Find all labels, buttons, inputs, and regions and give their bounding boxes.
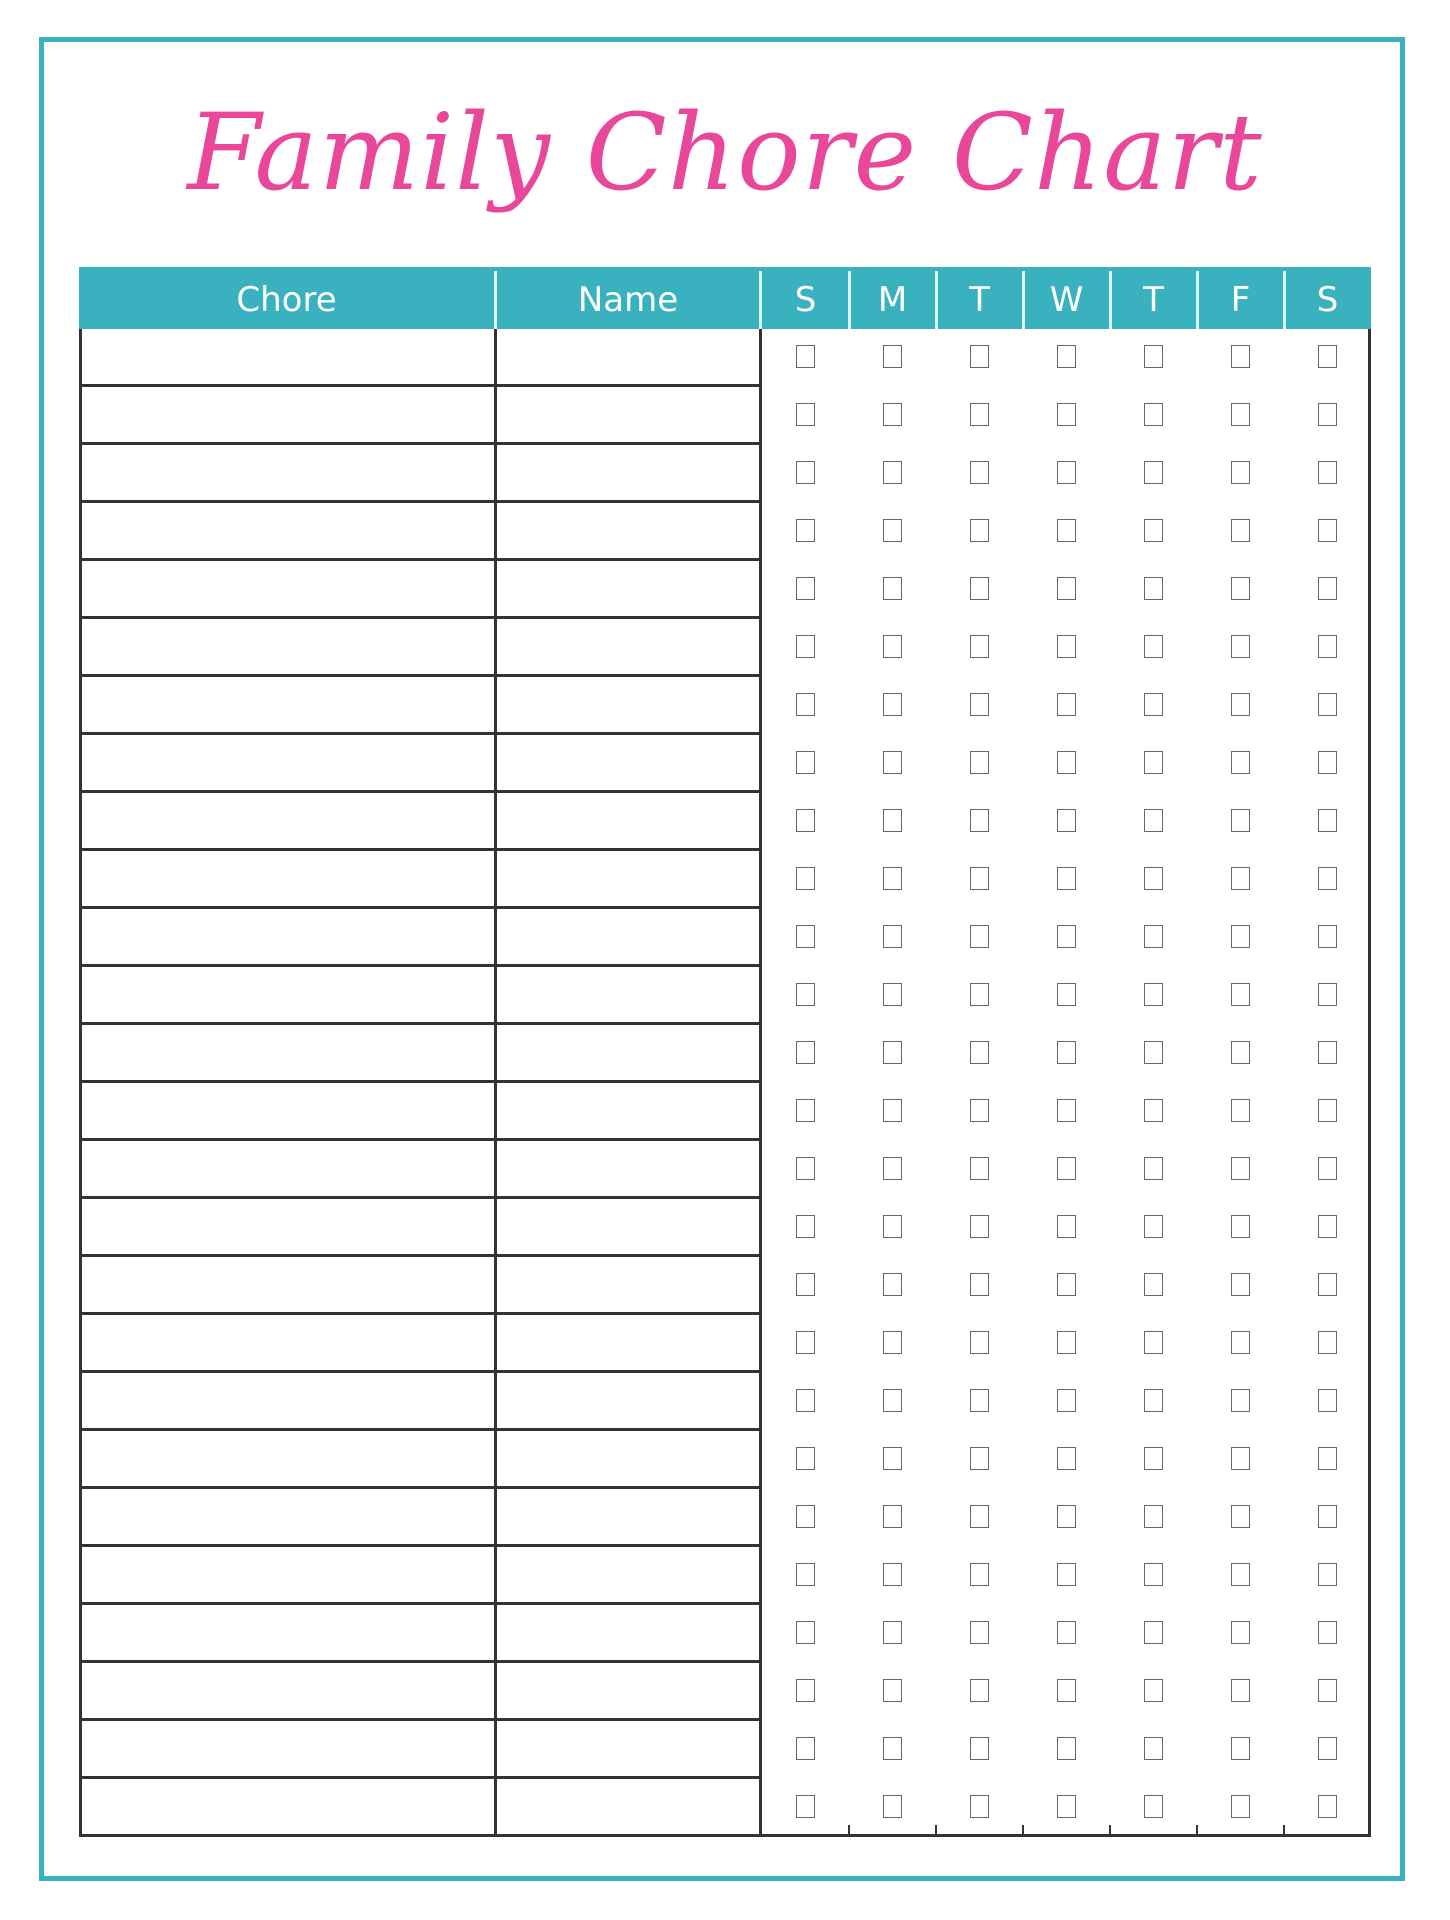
day-checkbox[interactable]: [970, 345, 989, 368]
column-header-day: W: [1049, 280, 1084, 320]
table-body: [79, 329, 1371, 1837]
day-checkbox[interactable]: [1057, 809, 1076, 832]
day-checkbox[interactable]: [1057, 1041, 1076, 1064]
day-checkbox[interactable]: [796, 751, 815, 774]
day-checkbox[interactable]: [1231, 1447, 1250, 1470]
row-divider: [79, 1776, 762, 1779]
day-checkbox[interactable]: [796, 1737, 815, 1760]
row-divider: [79, 1660, 762, 1663]
day-checkbox[interactable]: [883, 1737, 902, 1760]
day-checkbox[interactable]: [883, 1389, 902, 1412]
day-checkbox[interactable]: [970, 1505, 989, 1528]
day-checkbox[interactable]: [1231, 751, 1250, 774]
day-checkbox[interactable]: [1144, 1157, 1163, 1180]
day-checkbox[interactable]: [1318, 345, 1337, 368]
day-checkbox[interactable]: [796, 1157, 815, 1180]
day-checkbox[interactable]: [1231, 1389, 1250, 1412]
day-checkbox[interactable]: [796, 519, 815, 542]
day-checkbox[interactable]: [883, 519, 902, 542]
day-checkbox[interactable]: [1144, 461, 1163, 484]
day-checkbox[interactable]: [796, 635, 815, 658]
day-checkbox[interactable]: [1231, 867, 1250, 890]
day-checkbox[interactable]: [1318, 1331, 1337, 1354]
day-checkbox[interactable]: [1231, 925, 1250, 948]
day-checkbox[interactable]: [1057, 925, 1076, 948]
column-header-day: F: [1230, 280, 1251, 320]
row-divider: [79, 384, 762, 387]
day-checkbox[interactable]: [883, 1679, 902, 1702]
column-tick: [1109, 1825, 1111, 1835]
day-checkbox[interactable]: [1057, 867, 1076, 890]
column-header-day: S: [1316, 280, 1339, 320]
day-checkbox[interactable]: [1144, 519, 1163, 542]
day-checkbox[interactable]: [1231, 519, 1250, 542]
day-checkbox[interactable]: [970, 635, 989, 658]
row-divider: [79, 1544, 762, 1547]
row-divider: [79, 1080, 762, 1083]
day-checkbox[interactable]: [1318, 1389, 1337, 1412]
day-checkbox[interactable]: [970, 461, 989, 484]
column-divider: [494, 329, 497, 1837]
day-checkbox[interactable]: [1057, 461, 1076, 484]
day-checkbox[interactable]: [970, 867, 989, 890]
day-checkbox[interactable]: [883, 1505, 902, 1528]
day-checkbox[interactable]: [970, 1389, 989, 1412]
day-checkbox[interactable]: [883, 1157, 902, 1180]
row-divider: [79, 1138, 762, 1141]
day-checkbox[interactable]: [970, 925, 989, 948]
day-checkbox[interactable]: [1057, 1273, 1076, 1296]
day-checkbox[interactable]: [1144, 925, 1163, 948]
day-checkbox[interactable]: [970, 577, 989, 600]
day-checkbox[interactable]: [1231, 1157, 1250, 1180]
day-checkbox[interactable]: [1057, 1157, 1076, 1180]
day-checkbox[interactable]: [1057, 1331, 1076, 1354]
day-checkbox[interactable]: [970, 1157, 989, 1180]
day-checkbox[interactable]: [970, 1679, 989, 1702]
day-checkbox[interactable]: [796, 1215, 815, 1238]
day-checkbox[interactable]: [1318, 809, 1337, 832]
day-checkbox[interactable]: [1144, 403, 1163, 426]
row-divider: [79, 1486, 762, 1489]
column-header-day: T: [1143, 280, 1164, 320]
day-checkbox[interactable]: [1057, 345, 1076, 368]
day-checkbox[interactable]: [1318, 693, 1337, 716]
row-divider: [79, 1428, 762, 1431]
day-checkbox[interactable]: [1231, 1273, 1250, 1296]
day-checkbox[interactable]: [970, 1273, 989, 1296]
day-checkbox[interactable]: [883, 1215, 902, 1238]
day-checkbox[interactable]: [796, 1795, 815, 1818]
day-checkbox[interactable]: [1318, 1273, 1337, 1296]
day-checkbox[interactable]: [796, 1505, 815, 1528]
day-checkbox[interactable]: [796, 1099, 815, 1122]
day-checkbox[interactable]: [1144, 1389, 1163, 1412]
day-checkbox[interactable]: [1231, 1505, 1250, 1528]
day-checkbox[interactable]: [1144, 1505, 1163, 1528]
day-checkbox[interactable]: [1057, 1679, 1076, 1702]
day-checkbox[interactable]: [970, 1041, 989, 1064]
day-checkbox[interactable]: [1231, 1737, 1250, 1760]
day-checkbox[interactable]: [1144, 983, 1163, 1006]
day-checkbox[interactable]: [1231, 983, 1250, 1006]
day-checkbox[interactable]: [1231, 635, 1250, 658]
day-checkbox[interactable]: [796, 461, 815, 484]
day-checkbox[interactable]: [796, 1331, 815, 1354]
day-checkbox[interactable]: [970, 1563, 989, 1586]
day-checkbox[interactable]: [970, 1737, 989, 1760]
table-border-right: [1368, 329, 1371, 1837]
day-checkbox[interactable]: [1144, 751, 1163, 774]
day-checkbox[interactable]: [1231, 1795, 1250, 1818]
column-header-day: T: [969, 280, 990, 320]
day-checkbox[interactable]: [883, 345, 902, 368]
day-checkbox[interactable]: [883, 1447, 902, 1470]
day-checkbox[interactable]: [796, 345, 815, 368]
day-checkbox[interactable]: [1144, 1737, 1163, 1760]
table-border-bottom: [79, 1834, 1371, 1837]
day-checkbox[interactable]: [1231, 345, 1250, 368]
day-checkbox[interactable]: [1231, 403, 1250, 426]
day-checkbox[interactable]: [1318, 1563, 1337, 1586]
column-tick: [1022, 1825, 1024, 1835]
day-checkbox[interactable]: [1057, 1737, 1076, 1760]
day-checkbox[interactable]: [1318, 1505, 1337, 1528]
day-checkbox[interactable]: [1231, 1563, 1250, 1586]
day-checkbox[interactable]: [970, 983, 989, 1006]
day-checkbox[interactable]: [883, 1099, 902, 1122]
day-checkbox[interactable]: [883, 635, 902, 658]
day-checkbox[interactable]: [796, 1679, 815, 1702]
day-checkbox[interactable]: [1318, 1447, 1337, 1470]
day-checkbox[interactable]: [1318, 1157, 1337, 1180]
day-checkbox[interactable]: [970, 1215, 989, 1238]
day-checkbox[interactable]: [1318, 1215, 1337, 1238]
day-checkbox[interactable]: [883, 403, 902, 426]
row-divider: [79, 732, 762, 735]
day-checkbox[interactable]: [1318, 1041, 1337, 1064]
day-checkbox[interactable]: [1318, 403, 1337, 426]
row-divider: [79, 1718, 762, 1721]
row-divider: [79, 1312, 762, 1315]
column-header-day: S: [794, 280, 817, 320]
day-checkbox[interactable]: [796, 1273, 815, 1296]
day-checkbox[interactable]: [1144, 1215, 1163, 1238]
day-checkbox[interactable]: [1057, 1795, 1076, 1818]
day-checkbox[interactable]: [1057, 577, 1076, 600]
column-header-day: M: [877, 280, 908, 320]
day-checkbox[interactable]: [1057, 1389, 1076, 1412]
row-divider: [79, 906, 762, 909]
day-checkbox[interactable]: [1144, 1563, 1163, 1586]
day-checkbox[interactable]: [1144, 1099, 1163, 1122]
chore-table: [79, 267, 1371, 1837]
day-checkbox[interactable]: [970, 403, 989, 426]
day-checkbox[interactable]: [1057, 751, 1076, 774]
column-tick: [1196, 1825, 1198, 1835]
column-divider: [759, 329, 762, 1837]
row-divider: [79, 1602, 762, 1605]
day-checkbox[interactable]: [796, 693, 815, 716]
column-tick: [1283, 1825, 1285, 1835]
day-checkbox[interactable]: [1057, 1621, 1076, 1644]
day-checkbox[interactable]: [1144, 693, 1163, 716]
day-checkbox[interactable]: [970, 1447, 989, 1470]
day-checkbox[interactable]: [796, 1447, 815, 1470]
day-checkbox[interactable]: [1231, 1331, 1250, 1354]
column-tick: [935, 1825, 937, 1835]
day-checkbox[interactable]: [1057, 983, 1076, 1006]
day-checkbox[interactable]: [883, 1563, 902, 1586]
day-checkbox[interactable]: [883, 983, 902, 1006]
row-divider: [79, 616, 762, 619]
day-checkbox[interactable]: [1144, 1679, 1163, 1702]
day-checkbox[interactable]: [1144, 809, 1163, 832]
day-checkbox[interactable]: [1144, 1041, 1163, 1064]
day-checkbox[interactable]: [796, 1563, 815, 1586]
day-checkbox[interactable]: [1057, 1563, 1076, 1586]
day-checkbox[interactable]: [1144, 1331, 1163, 1354]
column-tick: [848, 1825, 850, 1835]
table-header: [79, 267, 1371, 329]
day-checkbox[interactable]: [1231, 1215, 1250, 1238]
column-header-name: Name: [577, 280, 679, 320]
day-checkbox[interactable]: [1144, 867, 1163, 890]
day-checkbox[interactable]: [796, 1389, 815, 1412]
day-checkbox[interactable]: [1057, 1099, 1076, 1122]
row-divider: [79, 790, 762, 793]
day-checkbox[interactable]: [1318, 461, 1337, 484]
row-divider: [79, 1254, 762, 1257]
day-checkbox[interactable]: [1318, 1795, 1337, 1818]
day-checkbox[interactable]: [1144, 577, 1163, 600]
day-checkbox[interactable]: [1057, 1505, 1076, 1528]
row-divider: [79, 848, 762, 851]
row-divider: [79, 1196, 762, 1199]
day-checkbox[interactable]: [796, 1041, 815, 1064]
day-checkbox[interactable]: [1231, 577, 1250, 600]
day-checkbox[interactable]: [1231, 461, 1250, 484]
day-checkbox[interactable]: [883, 867, 902, 890]
day-checkbox[interactable]: [1318, 925, 1337, 948]
day-checkbox[interactable]: [883, 1041, 902, 1064]
day-checkbox[interactable]: [1318, 519, 1337, 542]
day-checkbox[interactable]: [1144, 345, 1163, 368]
day-checkbox[interactable]: [1318, 1737, 1337, 1760]
day-checkbox[interactable]: [1318, 867, 1337, 890]
day-checkbox[interactable]: [970, 1331, 989, 1354]
day-checkbox[interactable]: [1057, 403, 1076, 426]
day-checkbox[interactable]: [1231, 809, 1250, 832]
day-checkbox[interactable]: [883, 1621, 902, 1644]
day-checkbox[interactable]: [970, 751, 989, 774]
day-checkbox[interactable]: [796, 403, 815, 426]
table-border-left: [79, 329, 82, 1837]
day-checkbox[interactable]: [970, 519, 989, 542]
day-checkbox[interactable]: [1318, 635, 1337, 658]
day-checkbox[interactable]: [1144, 1621, 1163, 1644]
day-checkbox[interactable]: [883, 577, 902, 600]
day-checkbox[interactable]: [1231, 1621, 1250, 1644]
day-checkbox[interactable]: [970, 1099, 989, 1122]
day-checkbox[interactable]: [1057, 693, 1076, 716]
day-checkbox[interactable]: [883, 809, 902, 832]
day-checkbox[interactable]: [1231, 1099, 1250, 1122]
day-checkbox[interactable]: [1057, 1215, 1076, 1238]
day-checkbox[interactable]: [796, 1621, 815, 1644]
row-divider: [79, 1370, 762, 1373]
day-checkbox[interactable]: [796, 809, 815, 832]
day-checkbox[interactable]: [1057, 519, 1076, 542]
day-checkbox[interactable]: [883, 1273, 902, 1296]
row-divider: [79, 674, 762, 677]
day-checkbox[interactable]: [796, 577, 815, 600]
day-checkbox[interactable]: [1057, 1447, 1076, 1470]
day-checkbox[interactable]: [1144, 1447, 1163, 1470]
day-checkbox[interactable]: [883, 1795, 902, 1818]
day-checkbox[interactable]: [1231, 1041, 1250, 1064]
day-checkbox[interactable]: [1318, 1099, 1337, 1122]
page-title: Family Chore Chart: [187, 91, 1263, 214]
day-checkbox[interactable]: [1318, 577, 1337, 600]
day-checkbox[interactable]: [1231, 1679, 1250, 1702]
day-checkbox[interactable]: [796, 925, 815, 948]
row-divider: [79, 964, 762, 967]
day-checkbox[interactable]: [796, 867, 815, 890]
day-checkbox[interactable]: [970, 1795, 989, 1818]
day-checkbox[interactable]: [883, 1331, 902, 1354]
day-checkbox[interactable]: [1318, 751, 1337, 774]
day-checkbox[interactable]: [1144, 1273, 1163, 1296]
row-divider: [79, 442, 762, 445]
day-checkbox[interactable]: [970, 693, 989, 716]
day-checkbox[interactable]: [970, 1621, 989, 1644]
row-divider: [79, 558, 762, 561]
day-checkbox[interactable]: [1144, 1795, 1163, 1818]
day-checkbox[interactable]: [970, 809, 989, 832]
row-divider: [79, 500, 762, 503]
day-checkbox[interactable]: [883, 461, 902, 484]
day-checkbox[interactable]: [883, 693, 902, 716]
day-checkbox[interactable]: [796, 983, 815, 1006]
day-checkbox[interactable]: [1318, 983, 1337, 1006]
day-checkbox[interactable]: [883, 751, 902, 774]
row-divider: [79, 1022, 762, 1025]
day-checkbox[interactable]: [1057, 635, 1076, 658]
day-checkbox[interactable]: [1231, 693, 1250, 716]
day-checkbox[interactable]: [883, 925, 902, 948]
day-checkbox[interactable]: [1144, 635, 1163, 658]
day-checkbox[interactable]: [1318, 1621, 1337, 1644]
day-checkbox[interactable]: [1318, 1679, 1337, 1702]
column-header-chore: Chore: [236, 280, 337, 320]
